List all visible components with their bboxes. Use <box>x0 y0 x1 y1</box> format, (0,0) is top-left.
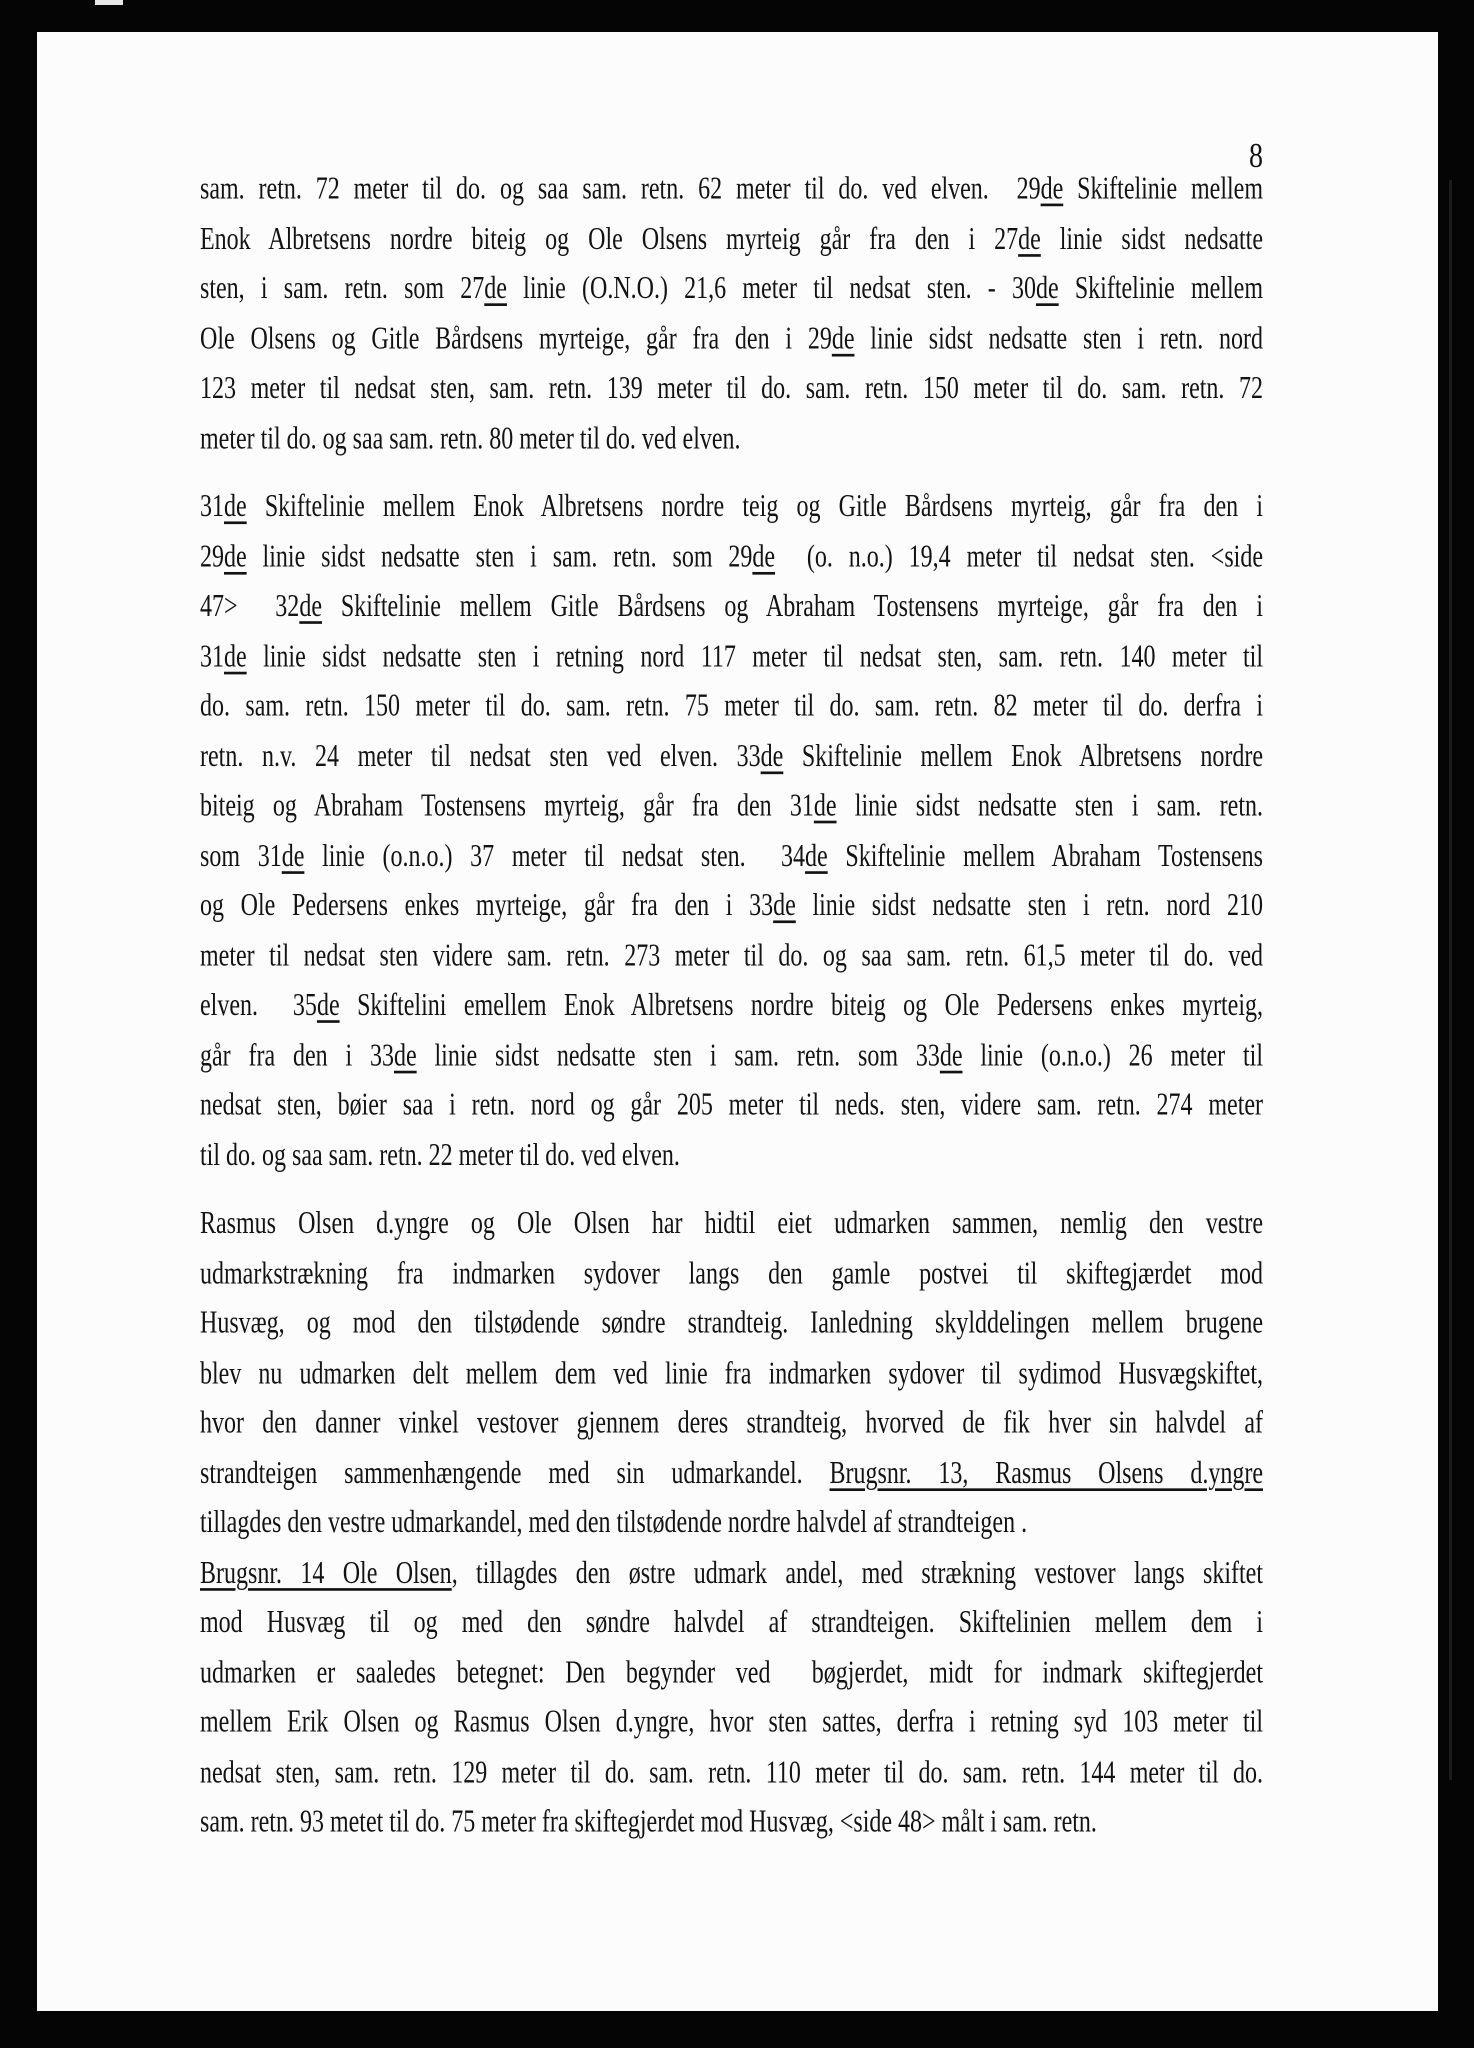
underlined-text: de <box>224 639 247 674</box>
underlined-text: de <box>752 539 776 574</box>
text-segment: linie (o.n.o.) 37 meter til nedsat sten. 34 <box>304 838 806 874</box>
text-segment: og Ole Pedersens enkes myrteige, går fra den i 33 <box>200 888 774 924</box>
text-line <box>200 165 1263 215</box>
underlined-text: de <box>939 1038 963 1073</box>
underlined-text: de <box>1040 171 1064 207</box>
text-segment: (o. n.o.) 19,4 meter til nedsat sten. <side <box>775 539 1263 574</box>
text-segment: retn. n.v. 24 meter til nedsat sten ved elven. 33 <box>200 738 761 774</box>
text-line <box>200 1599 1263 1649</box>
text-line <box>200 832 1263 882</box>
text-segment: linie sidst nedsatte sten i sam. retn. som 29 <box>246 539 753 574</box>
text-segment: sam. retn. 72 meter til do. og saa sam. retn. 62 meter til do. ved elven. 29 <box>200 171 1041 207</box>
underlined-text: de <box>224 539 247 574</box>
text-segment: biteig og Abraham Tostensens myrteig, går fra den 31 <box>200 788 814 824</box>
text-segment: 47> 32 <box>200 589 300 624</box>
text-segment: linie (o.n.o.) 26 meter til <box>962 1038 1263 1073</box>
text-segment: Rasmus Olsen d.yngre og Ole Olsen har hidtil eiet udmarken sammen, nemlig den vestre <box>200 1206 1263 1241</box>
text-line <box>200 982 1263 1032</box>
text-segment: , tillagdes den østre udmark andel, med strækning vestover langs skiftet <box>451 1555 1263 1591</box>
text-line <box>200 1449 1263 1499</box>
text-segment: sten, i sam. retn. som 27 <box>200 271 485 306</box>
underlined-text: de <box>224 489 247 525</box>
text-line <box>200 1200 1263 1250</box>
text-line <box>200 1031 1263 1081</box>
text-line <box>200 414 1263 464</box>
underlined-text: de <box>484 271 507 306</box>
text-block <box>200 165 1263 1848</box>
underlined-text: de <box>805 838 828 874</box>
text-segment: 31 <box>200 489 224 525</box>
underlined-text: Brugsnr. 13, Rasmus Olsens d.yngre <box>829 1455 1263 1491</box>
text-line <box>200 1131 1263 1181</box>
text-segment: mod Husvæg til og med den søndre halvdel af strandteigen. Skiftelinien mellem dem i <box>200 1605 1263 1640</box>
text-line <box>200 932 1263 982</box>
text-line <box>200 1250 1263 1300</box>
text-segment: Skiftelinie mellem <box>1058 271 1263 306</box>
text-segment: linie sidst nedsatte sten i sam. retn. som 33 <box>416 1038 940 1073</box>
underlined-text: de <box>773 888 796 924</box>
text-line <box>200 1299 1263 1349</box>
underlined-text: de <box>316 988 340 1023</box>
text-segment: Enok Albretsens nordre biteig og Ole Olsens myrteig går fra den i 27 <box>200 221 1019 257</box>
text-segment: sam. retn. 93 metet til do. 75 meter fra skiftegjerdet mod Husvæg, <side 48> målt i sam. retn. <box>200 1804 1097 1840</box>
text-segment: Skiftelinie mellem <box>1063 171 1263 207</box>
text-line <box>200 1798 1263 1848</box>
text-line <box>200 1698 1263 1748</box>
underlined-text: de <box>299 589 322 624</box>
text-segment: Husvæg, og mod den tilstødende søndre strandteig. Ianledning skylddelingen mellem brugene <box>200 1306 1263 1341</box>
underlined-text: de <box>831 321 855 356</box>
paragraph <box>200 483 1263 1181</box>
text-line <box>200 1399 1263 1449</box>
text-segment: udmarken er saaledes betegnet: Den begynder ved bøgjerdet, midt for indmark skiftegjerdet <box>200 1655 1263 1690</box>
text-segment: som 31 <box>200 838 282 874</box>
text-line <box>200 732 1263 782</box>
text-line <box>200 583 1263 633</box>
text-line <box>200 533 1263 583</box>
text-line <box>200 1748 1263 1798</box>
text-segment: blev nu udmarken delt mellem dem ved linie fra indmarken sydover til sydimod Husvægskiftet, <box>200 1356 1263 1391</box>
underlined-text: de <box>1035 271 1059 306</box>
text-line <box>200 483 1263 533</box>
text-segment: linie sidst nedsatte sten i sam. retn. <box>836 788 1263 824</box>
text-segment: Skiftelinie mellem Enok Albretsens nordre <box>783 738 1263 774</box>
text-segment: linie sidst nedsatte sten i retning nord 117 meter til nedsat sten, sam. retn. 140 meter til <box>246 639 1263 674</box>
text-line <box>200 632 1263 682</box>
text-segment: til do. og saa sam. retn. 22 meter til do. ved elven. <box>200 1137 680 1173</box>
text-segment: Skiftelini emellem Enok Albretsens nordre biteig og Ole Pedersens enkes myrteig, <box>339 988 1263 1023</box>
text-segment: udmarkstrækning fra indmarken sydover langs den gamle postvei til skiftegjærdet mod <box>200 1256 1263 1291</box>
text-segment: Skiftelinie mellem Gitle Bårdsens og Abraham Tostensens myrteige, går fra den i <box>321 589 1263 624</box>
text-line <box>200 1549 1263 1599</box>
text-line <box>200 365 1263 415</box>
text-segment: meter til do. og saa sam. retn. 80 meter til do. ved elven. <box>200 421 741 456</box>
text-line <box>200 215 1263 265</box>
page-number: 8 <box>1249 137 1263 176</box>
paragraph <box>200 1200 1263 1848</box>
text-segment: 123 meter til nedsat sten, sam. retn. 139 meter til do. sam. retn. 150 meter til do. sam. retn. 72 <box>200 371 1263 406</box>
text-segment: meter til nedsat sten videre sam. retn. 273 meter til do. og saa sam. retn. 61,5 meter til do. ved <box>200 938 1263 973</box>
text-segment: linie sidst nedsatte <box>1040 221 1263 257</box>
text-line <box>200 882 1263 932</box>
scan-edge-artifact <box>95 0 123 5</box>
text-line <box>200 682 1263 732</box>
text-segment: hvor den danner vinkel vestover gjennem deres strandteig, hvorved de fik hver sin halvdel af <box>200 1405 1263 1441</box>
page-edge-shadow <box>1449 180 1452 1780</box>
document-page <box>37 32 1438 2011</box>
underlined-text: Brugsnr. 14 Ole Olsen <box>200 1555 452 1591</box>
text-segment: 31 <box>200 639 224 674</box>
text-segment: elven. 35 <box>200 988 317 1023</box>
text-line <box>200 782 1263 832</box>
text-segment: linie sidst nedsatte sten i retn. nord 210 <box>795 888 1263 924</box>
text-line <box>200 1649 1263 1699</box>
text-line <box>200 1081 1263 1131</box>
text-segment: linie (O.N.O.) 21,6 meter til nedsat sten. - 30 <box>506 271 1036 306</box>
underlined-text: de <box>1018 221 1041 257</box>
text-segment: nedsat sten, sam. retn. 129 meter til do. sam. retn. 110 meter til do. sam. retn. 144 meter til do. <box>200 1755 1263 1790</box>
text-line <box>200 1349 1263 1399</box>
text-segment: går fra den i 33 <box>200 1038 394 1073</box>
text-segment: Skiftelinie mellem Enok Albretsens nordre teig og Gitle Bårdsens myrteig, går fra den i <box>246 489 1263 525</box>
underlined-text: de <box>813 788 837 824</box>
text-segment: do. sam. retn. 150 meter til do. sam. retn. 75 meter til do. sam. retn. 82 meter til do. derfra i <box>200 689 1263 724</box>
text-segment: mellem Erik Olsen og Rasmus Olsen d.yngre, hvor sten sattes, derfra i retning syd 103 meter til <box>200 1705 1263 1740</box>
text-segment: Ole Olsens og Gitle Bårdsens myrteige, går fra den i 29 <box>200 321 832 356</box>
underlined-text: de <box>393 1038 417 1073</box>
text-line <box>200 315 1263 365</box>
text-segment: strandteigen sammenhængende med sin udmarkandel. <box>200 1455 830 1491</box>
text-segment: nedsat sten, bøier saa i retn. nord og går 205 meter til neds. sten, videre sam. retn. 274 meter <box>200 1088 1263 1123</box>
text-segment: tillagdes den vestre udmarkandel, med den tilstødende nordre halvdel af strandteigen . <box>200 1505 1028 1541</box>
text-line <box>200 265 1263 315</box>
paragraph <box>200 165 1263 464</box>
text-line <box>200 1499 1263 1549</box>
underlined-text: de <box>281 838 305 874</box>
text-segment: 29 <box>200 539 224 574</box>
underlined-text: de <box>760 738 784 774</box>
text-segment: Skiftelinie mellem Abraham Tostensens <box>827 838 1263 874</box>
text-segment: linie sidst nedsatte sten i retn. nord <box>854 321 1263 356</box>
